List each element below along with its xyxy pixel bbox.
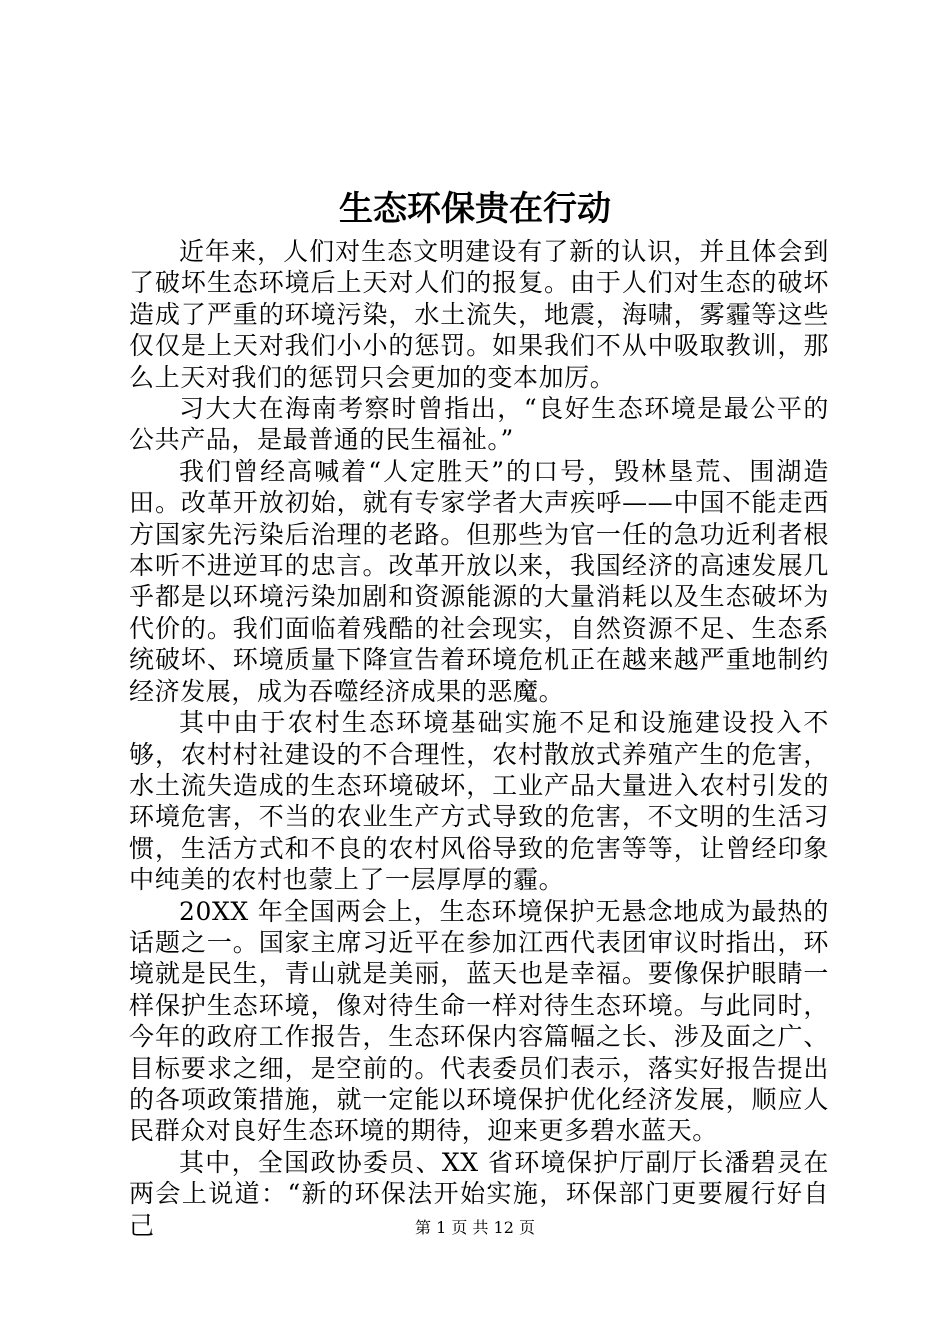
- paragraph-3: 我们曾经高喊着“人定胜天”的口号，毁林垦荒、围湖造田。改革开放初始，就有专家学者大声疾呼——中国不能走西方国家先污染后治理的老路。但那些为官一任的急功近利者根本听不进逆耳的忠言。改革开放以来，我国经济的高速发展几乎都是以环境污染加剧和资源能源的大量消耗以及生态破坏为代价的。我们面临着残酷的社会现实，自然资源不足、生态系统破坏、环境质量下降宣告着环境危机正在越来越严重地制约经济发展，成为吞噬经济成果的恶魔。: [129, 456, 829, 706]
- document-body: [129, 236, 829, 1241]
- document-title: 生态环保贵在行动: [339, 189, 611, 229]
- page-number-footer: 第 1 页 共 12 页: [415, 1218, 535, 1237]
- paragraph-5: 20XX 年全国两会上，生态环境保护无悬念地成为最热的话题之一。国家主席习近平在参加江西代表团审议时指出，环境就是民生，青山就是美丽，蓝天也是幸福。要像保护眼睛一样保护生态环境，像对待生命一样对待生态环境。与此同时，今年的政府工作报告，生态环保内容篇幅之长、涉及面之广、目标要求之细，是空前的。代表委员们表示，落实好报告提出的各项政策措施，就一定能以环境保护优化经济发展，顺应人民群众对良好生态环境的期待，迎来更多碧水蓝天。: [129, 896, 829, 1146]
- paragraph-6: 其中，全国政协委员、XX 省环境保护厅副厅长潘碧灵在两会上说道：“新的环保法开始实施，环保部门更要履行好自己: [129, 1147, 829, 1240]
- paragraph-1: 近年来，人们对生态文明建设有了新的认识，并且体会到了破坏生态环境后上天对人们的报复。由于人们对生态的破坏造成了严重的环境污染，水土流失，地震，海啸，雾霾等这些仅仅是上天对我们小小的惩罚。如果我们不从中吸取教训，那么上天对我们的惩罚只会更加的变本加厉。: [129, 237, 829, 392]
- paragraph-2: 习大大在海南考察时曾指出，“良好生态环境是最公平的公共产品，是最普通的民生福祉。”: [129, 394, 829, 455]
- paragraph-4: 其中由于农村生态环境基础实施不足和设施建设投入不够，农村村社建设的不合理性，农村散放式养殖产生的危害，水土流失造成的生态环境破坏，工业产品大量进入农村引发的环境危害，不当的农业生产方式导致的危害，不文明的生活习惯，生活方式和不良的农村风俗导致的危害等等，让曾经印象中纯美的农村也蒙上了一层厚厚的霾。: [129, 708, 829, 895]
